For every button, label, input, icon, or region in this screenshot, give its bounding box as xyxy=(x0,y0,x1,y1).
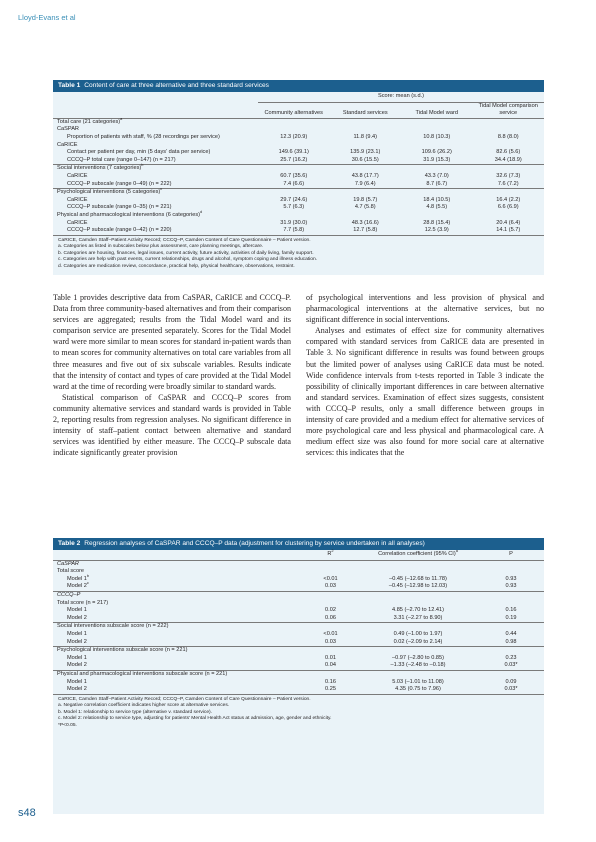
row-label: CCCQ–P subscale (range 0–35) (n = 221) xyxy=(67,204,172,211)
table-cell xyxy=(258,212,330,220)
table-cell: 0.03* xyxy=(504,686,518,693)
table-2-label: Table 2 xyxy=(58,540,81,547)
table-cell: 0.49 (–1.00 to 1.97) xyxy=(393,630,443,637)
table-cell xyxy=(478,560,544,568)
table-cell: 12.7 (5.8) xyxy=(353,227,378,234)
table-cell: 3.31 (–2.27 to 8.90) xyxy=(393,614,443,621)
table-row xyxy=(53,583,544,591)
table-note: c. Model 2: relationship to service type, adjusting for patients’ Mental Health Act status at admission, age, gender and ethnicity. xyxy=(58,716,332,722)
table-cell xyxy=(358,647,478,655)
column-header: R xyxy=(327,551,332,557)
table-cell: 82.6 (5.6) xyxy=(496,149,521,156)
row-label: CCCQ–P total care (range 0–147) (n = 217) xyxy=(67,156,176,163)
table-cell xyxy=(303,600,358,608)
row-label: Model 2 xyxy=(67,686,87,693)
table-cell: 16.4 (2.2) xyxy=(496,196,521,203)
table-row xyxy=(53,212,544,220)
row-label: CaRICE xyxy=(67,172,88,179)
table-cell: 0.06 xyxy=(325,614,336,621)
column-header: Correlation coefficient (95% CI) xyxy=(378,551,456,557)
table-cell: 0.44 xyxy=(505,630,517,637)
column-header: Tidal Model ward xyxy=(401,102,473,118)
column-header: Tidal Model comparison service xyxy=(473,102,545,118)
table-cell xyxy=(303,647,358,655)
table-cell xyxy=(303,568,358,576)
table-2-notes xyxy=(53,694,544,730)
table-cell: 0.98 xyxy=(505,638,517,645)
table-2-body xyxy=(53,560,544,694)
table-cell: –1.33 (–2.48 to –0.18) xyxy=(390,662,446,669)
row-label: Model 1 xyxy=(67,630,87,637)
table-row xyxy=(53,142,544,150)
table-row xyxy=(53,126,544,134)
table-note: d. Categories are medication review, concordance, practical help, physical healthcare, observations, restraint. xyxy=(58,263,295,269)
table-row xyxy=(53,118,544,126)
footnote-marker: c xyxy=(160,186,163,192)
table-row xyxy=(53,631,544,639)
table-1-title: Content of care at three alternative and three standard services xyxy=(84,82,269,89)
row-label: Model 2 xyxy=(67,614,87,621)
table-cell xyxy=(330,165,402,173)
table-cell: 4.35 (0.75 to 7.96) xyxy=(395,686,441,693)
table-cell xyxy=(258,142,330,150)
table-cell xyxy=(473,142,545,150)
table-cell xyxy=(258,165,330,173)
table-cell xyxy=(478,591,544,599)
table-cell: 12.5 (3.9) xyxy=(424,227,449,234)
table-cell: <0.01 xyxy=(323,630,338,637)
table-cell xyxy=(358,600,478,608)
table-cell: 25.7 (16.2) xyxy=(280,156,308,163)
row-label: Model 2 xyxy=(67,638,87,645)
table-cell: 0.16 xyxy=(505,607,517,614)
row-label: Physical and pharmacological interventions subscale score (n = 221) xyxy=(57,670,228,677)
table-1 xyxy=(53,80,544,275)
table-row xyxy=(53,647,544,655)
table-cell: 0.16 xyxy=(325,678,336,685)
table-cell xyxy=(358,560,478,568)
table-cell xyxy=(473,165,545,173)
table-1-title-bar xyxy=(53,80,544,92)
table-note: CaRICE, Camden Staff–Patient Activity Record; CCCQ–P, Camden Content of Care Questionnaire – Patient version. xyxy=(58,237,311,243)
table-cell: 5.7 (6.3) xyxy=(283,204,305,211)
table-cell xyxy=(473,126,545,134)
table-cell xyxy=(330,212,402,220)
table-cell: 10.8 (10.3) xyxy=(423,133,451,140)
table-cell: 14.1 (5.7) xyxy=(496,227,521,234)
row-label: CaRICE xyxy=(67,196,88,203)
table-row xyxy=(53,576,544,584)
table-cell: 43.3 (7.0) xyxy=(424,172,449,179)
row-label: Total score xyxy=(57,568,85,575)
table-cell xyxy=(303,623,358,631)
footnote-marker: b xyxy=(141,162,144,168)
row-label: CaSPAR xyxy=(57,560,79,567)
score-header: Score: mean (s.d.) xyxy=(258,92,544,102)
table-1-label: Table 1 xyxy=(58,82,81,89)
paragraph: Statistical comparison of CaSPAR and CCCQ–P scores from community alternative services and standard wards is provided in Table 2, reporting results from regression analyses. No significant difference in intensity of staff–patient contact between alternative and standard services was identified by either measure. The CCCQ–P subscale data indicate significantly greater provision xyxy=(53,392,291,458)
table-cell xyxy=(401,118,473,126)
table-row xyxy=(53,560,544,568)
table-cell: 31.9 (30.0) xyxy=(280,219,308,226)
footnote-marker: b xyxy=(86,572,90,578)
table-cell: –0.45 (–12.68 to 11.78) xyxy=(389,575,447,582)
row-label: Model 2 xyxy=(67,583,87,590)
table-1-grid xyxy=(53,92,544,235)
table-row xyxy=(53,181,544,189)
table-row xyxy=(53,204,544,212)
table-cell xyxy=(473,212,545,220)
table-row xyxy=(53,686,544,694)
table-cell xyxy=(401,189,473,197)
page-number: s48 xyxy=(18,807,36,819)
table-row xyxy=(53,568,544,576)
row-label: Model 1 xyxy=(67,678,87,685)
row-label: Psychological interventions subscale score (n = 221) xyxy=(57,647,188,654)
table-cell: 0.04 xyxy=(325,662,336,669)
column-header: Community alternatives xyxy=(258,102,330,118)
table-cell: 34.4 (18.9) xyxy=(494,156,522,163)
row-label: Social interventions subscale score (n = 222) xyxy=(57,623,169,630)
table-note: c. Categories are help with past events, current relationships, drugs and alcohol, symptom coping and illness education. xyxy=(58,257,318,263)
row-label: CCCQ–P xyxy=(57,591,81,598)
table-cell: 7.6 (7.2) xyxy=(497,180,519,187)
running-head: Lloyd-Evans et al xyxy=(18,13,76,22)
table-cell xyxy=(478,623,544,631)
row-label: Model 1 xyxy=(67,607,87,614)
table-cell xyxy=(330,142,402,150)
row-label: Model 1 xyxy=(67,575,87,582)
table-row xyxy=(53,655,544,663)
table-row xyxy=(53,623,544,631)
table-cell: 4.8 (5.5) xyxy=(426,204,448,211)
table-cell xyxy=(358,670,478,678)
table-cell xyxy=(303,560,358,568)
table-note: b. Model 1: relationship to service type (alternative v. standard service). xyxy=(58,709,213,715)
row-label: Model 1 xyxy=(67,654,87,661)
table-cell: 12.3 (20.9) xyxy=(280,133,308,140)
table-cell: 48.3 (16.6) xyxy=(351,219,379,226)
table-2-title: Regression analyses of CaSPAR and CCCQ–P data (adjustment for clustering by service undertaken in all analyses) xyxy=(84,540,425,547)
table-cell xyxy=(401,212,473,220)
table-row xyxy=(53,189,544,197)
ci-sup: a xyxy=(455,548,458,554)
table-row xyxy=(53,165,544,173)
table-cell: 8.7 (6.7) xyxy=(426,180,448,187)
row-label: Total score (n = 217) xyxy=(57,599,109,606)
table-cell: 6.6 (6.9) xyxy=(497,204,519,211)
row-label: Proportion of patients with staff, % (28 recordings per service) xyxy=(67,133,220,140)
table-cell: 0.93 xyxy=(505,583,517,590)
table-cell: 149.6 (39.1) xyxy=(278,149,309,156)
table-cell: 135.9 (23.1) xyxy=(350,149,381,156)
table-cell: 7.9 (6.4) xyxy=(354,180,376,187)
table-cell: 0.02 (–2.09 to 2.14) xyxy=(393,638,443,645)
table-cell: 18.4 (10.5) xyxy=(423,196,451,203)
table-cell xyxy=(358,623,478,631)
table-cell: 31.9 (15.3) xyxy=(423,156,451,163)
table-row xyxy=(53,227,544,235)
table-cell: 0.19 xyxy=(505,614,517,621)
row-label: CaRICE xyxy=(67,219,88,226)
table-row xyxy=(53,197,544,205)
column-header: P xyxy=(478,550,544,560)
table-cell: 30.6 (15.5) xyxy=(351,156,379,163)
table-row xyxy=(53,591,544,599)
table-cell xyxy=(358,568,478,576)
row-label: Total care (21 categories) xyxy=(57,118,121,125)
table-note: CaRICE, Camden Staff–Patient Activity Record; CCCQ–P, Camden Content of Care Questionnaire – Patient version. xyxy=(58,696,311,702)
table-row xyxy=(53,662,544,670)
table-cell xyxy=(478,670,544,678)
table-note: b. Categories are housing, finances, legal issues, current activity, future activity, activities of daily living, family support. xyxy=(58,250,314,256)
table-cell xyxy=(478,600,544,608)
table-1-notes xyxy=(53,235,544,271)
table-cell: 0.01 xyxy=(325,654,336,661)
table-row xyxy=(53,639,544,647)
table-row xyxy=(53,157,544,165)
row-label: CCCQ–P subscale (range 0–42) (n = 220) xyxy=(67,227,172,234)
table-cell: 0.02 xyxy=(325,607,336,614)
row-label: CaRICE xyxy=(57,141,78,148)
table-cell: –0.45 (–12.98 to 12.03) xyxy=(388,583,448,590)
table-cell: 43.8 (17.7) xyxy=(351,172,379,179)
table-cell: 0.03 xyxy=(325,583,336,590)
table-row xyxy=(53,607,544,615)
left-column xyxy=(53,292,291,458)
table-cell: 60.7 (35.6) xyxy=(280,172,308,179)
table-row xyxy=(53,173,544,181)
table-cell xyxy=(330,189,402,197)
paragraph: of psychological interventions and less provision of physical and pharmacological interventions at the alternative services, but no significant difference in social interventions. xyxy=(306,293,544,325)
table-cell xyxy=(358,591,478,599)
table-cell xyxy=(473,189,545,197)
column-header: Standard services xyxy=(330,102,402,118)
table-row xyxy=(53,670,544,678)
row-label: Model 2 xyxy=(67,662,87,669)
table-row xyxy=(53,600,544,608)
table-cell: 19.8 (5.7) xyxy=(353,196,378,203)
table-cell xyxy=(330,126,402,134)
table-row xyxy=(53,149,544,157)
table-cell: <0.01 xyxy=(323,575,338,582)
table-cell: 0.23 xyxy=(505,654,517,661)
table-cell: 7.4 (6.6) xyxy=(283,180,305,187)
table-cell: 5.03 (–1.01 to 11.08) xyxy=(392,678,444,685)
row-label: Social interventions (7 categories) xyxy=(57,165,142,172)
table-cell: 29.7 (24.6) xyxy=(280,196,308,203)
row-label: Psychological interventions (5 categories) xyxy=(57,189,161,196)
paragraph: Analyses and estimates of effect size for community alternatives compared with standard services from CaRICE data are presented in Table 3. No significant difference in results was found between groups but the limited power of analyses using CaRICE data must be noted. Wide confidence intervals from t-tests reported in Table 3 indicate the possibility of clinically important differences in care between alternative and standard services. Examination of effect sizes suggests, consistent with CCCQ–P results, only a small difference between groups in intensity of care provided and a medium effect for alternative services of more psychological care and less physical and pharmacological care. A medium effect size was also found for more social care at alternative services: this indicates that the xyxy=(306,326,544,458)
row-label: Contact per patient per day, min (5 days’ data per service) xyxy=(67,149,211,156)
table-note: a. Negative correlation coefficient indicates higher score at alternative services. xyxy=(58,703,230,709)
right-column xyxy=(306,292,544,458)
table-cell: 32.6 (7.3) xyxy=(496,172,521,179)
table-row xyxy=(53,679,544,687)
row-label: CaSPAR xyxy=(57,126,79,133)
table-row xyxy=(53,220,544,228)
table-cell xyxy=(401,126,473,134)
table-cell: –0.97 (–2.80 to 0.85) xyxy=(392,654,444,661)
table-2-title-bar xyxy=(53,538,544,550)
table-1-body xyxy=(53,115,544,234)
table-note: *P<0.05. xyxy=(58,722,77,728)
table-cell: 0.03 xyxy=(325,638,336,645)
footnote-marker: d xyxy=(200,209,203,215)
table-row xyxy=(53,615,544,623)
table-cell xyxy=(258,118,330,126)
table-cell: 0.93 xyxy=(505,575,517,582)
table-cell: 20.4 (6.4) xyxy=(496,219,521,226)
table-cell: 0.03* xyxy=(504,662,518,669)
table-row xyxy=(53,134,544,142)
footnote-marker: c xyxy=(86,580,89,586)
table-cell: 4.85 (–2.70 to 12.41) xyxy=(392,607,444,614)
table-cell xyxy=(401,142,473,150)
table-cell xyxy=(330,118,402,126)
table-note: a. Categories as listed in subscales below plus assessment, care planning meetings, aftercare. xyxy=(58,244,264,250)
table-cell: 0.25 xyxy=(325,686,336,693)
paragraph: Table 1 provides descriptive data from CaSPAR, CaRICE and CCCQ–P. Data from three community-based alternatives and from their comparison services are aggregated; results from the Tidal Model ward and its comparison service are presented separately. Scores for the Tidal Model ward were more similar to mean scores for standard in-patient wards than to mean scores for community alternatives on total care variables from all three measures and five out of six subscale variables. Results indicate that the intensity of contact and types of care provided at the Tidal Model ward at the time of recording were broadly similar to standard wards. xyxy=(53,293,291,391)
table-cell: 4.7 (5.8) xyxy=(354,204,376,211)
table-cell xyxy=(401,165,473,173)
table-cell: 28.8 (15.4) xyxy=(423,219,451,226)
table-cell xyxy=(258,126,330,134)
table-cell xyxy=(478,647,544,655)
table-cell xyxy=(258,189,330,197)
row-label: Physical and pharmacological interventions (6 categories) xyxy=(57,211,201,218)
r-sup: 2 xyxy=(331,548,334,554)
table-cell: 11.8 (9.4) xyxy=(353,133,378,140)
table-cell xyxy=(303,670,358,678)
table-cell xyxy=(473,118,545,126)
table-2 xyxy=(53,538,544,814)
table-cell: 8.8 (8.0) xyxy=(497,133,519,140)
footnote-marker: a xyxy=(120,115,123,121)
table-cell xyxy=(303,591,358,599)
table-cell: 0.09 xyxy=(505,678,517,685)
row-label: CCCQ–P subscale (range 0–49) (n = 222) xyxy=(67,180,172,187)
table-cell: 109.6 (26.2) xyxy=(421,149,452,156)
table-2-grid xyxy=(53,550,544,694)
table-cell: 7.7 (5.8) xyxy=(283,227,305,234)
table-cell xyxy=(478,568,544,576)
